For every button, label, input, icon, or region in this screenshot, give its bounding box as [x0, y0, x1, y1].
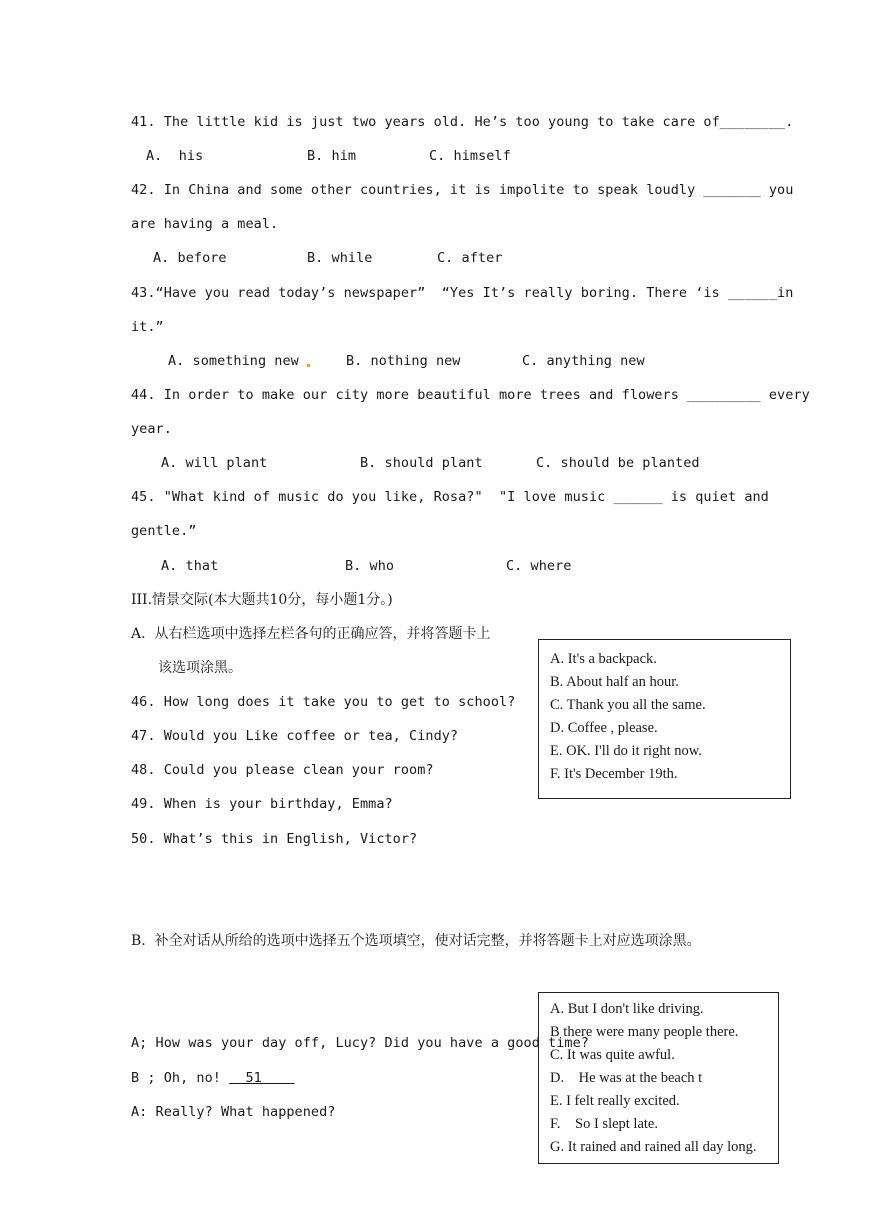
question-48: 48. Could you please clean your room?	[131, 762, 434, 778]
question-46: 46. How long does it take you to get to school?	[131, 694, 516, 710]
box-a-option: D. Coffee , please.	[550, 720, 658, 736]
question-45-stem-cont: gentle.”	[131, 523, 197, 539]
question-42-stem: 42. In China and some other countries, it is impolite to speak loudly _______ you	[131, 182, 794, 198]
question-44-stem: 44. In order to make our city more beautiful more trees and flowers _________ every	[131, 387, 810, 403]
section-3-heading: III.情景交际(本大题共10分，每小题1分。)	[131, 592, 393, 608]
question-41-option-b: B. him	[307, 148, 357, 164]
question-45-option-b: B. who	[345, 558, 395, 574]
question-45-stem: 45. "What kind of music do you like, Rosa?" "I love music ______ is quiet and	[131, 489, 769, 505]
question-42-stem-cont: are having a meal.	[131, 216, 279, 232]
dialog-line-1: A; How was your day off, Lucy? Did you have a good time?	[131, 1035, 589, 1051]
question-44-option-a: A. will plant	[161, 455, 268, 471]
question-43-stem-cont: it.”	[131, 319, 164, 335]
box-b-option: A. But I don't like driving.	[550, 1001, 704, 1017]
question-42-option-a: A. before	[153, 250, 227, 266]
dialog-line-2-text: B ; Oh, no!	[131, 1070, 230, 1086]
question-44-option-c: C. should be planted	[536, 455, 700, 471]
box-b-option: G. It rained and rained all day long.	[550, 1139, 757, 1155]
question-50: 50. What’s this in English, Victor?	[131, 831, 418, 847]
box-b-option: F. So I slept late.	[550, 1116, 658, 1132]
box-b-option: D. He was at the beach t	[550, 1070, 703, 1086]
question-42-option-b: B. while	[307, 250, 373, 266]
dialog-line-2	[131, 1069, 295, 1087]
question-43-stem: 43.“Have you read today’s newspaper” “Yes It’s really boring. There ‘is ______in	[131, 285, 794, 301]
stray-mark	[307, 364, 310, 367]
question-44-stem-cont: year.	[131, 421, 172, 437]
question-47: 47. Would you Like coffee or tea, Cindy?	[131, 728, 459, 744]
answer-options-box-b	[538, 992, 779, 1164]
box-b-option: E. I felt really excited.	[550, 1093, 680, 1109]
question-45-option-c: C. where	[506, 558, 572, 574]
answer-options-box-a	[538, 639, 791, 799]
box-a-option: A. It's a backpack.	[550, 651, 657, 667]
box-a-option: B. About half an hour.	[550, 674, 679, 690]
question-42-option-c: C. after	[437, 250, 503, 266]
blank-51: 51	[229, 1070, 295, 1086]
question-49: 49. When is your birthday, Emma?	[131, 796, 393, 812]
box-a-option: E. OK. I'll do it right now.	[550, 743, 702, 759]
question-43-option-a: A. something new	[168, 353, 299, 369]
box-b-option: B there were many people there.	[550, 1024, 739, 1040]
box-b-option: C. It was quite awful.	[550, 1047, 675, 1063]
question-41-option-c: C. himself	[429, 148, 511, 164]
box-a-option: F. It's December 19th.	[550, 766, 678, 782]
question-45-option-a: A. that	[161, 558, 219, 574]
question-44-option-b: B. should plant	[360, 455, 483, 471]
question-43-option-b: B. nothing new	[346, 353, 461, 369]
dialog-line-3: A: Really? What happened?	[131, 1104, 336, 1120]
box-a-option: C. Thank you all the same.	[550, 697, 706, 713]
question-41-option-a: A. his	[146, 148, 204, 164]
part-a-instruction-cont: 该选项涂黑。	[158, 660, 242, 676]
question-41-stem: 41. The little kid is just two years old. He’s too young to take care of________.	[131, 114, 794, 130]
part-b-instruction: B. 补全对话从所给的选项中选择五个选项填空，使对话完整，并将答题卡上对应选项涂黑。	[131, 933, 701, 949]
part-a-instruction: A. 从右栏选项中选择左栏各句的正确应答，并将答题卡上	[131, 626, 491, 642]
question-43-option-c: C. anything new	[522, 353, 645, 369]
